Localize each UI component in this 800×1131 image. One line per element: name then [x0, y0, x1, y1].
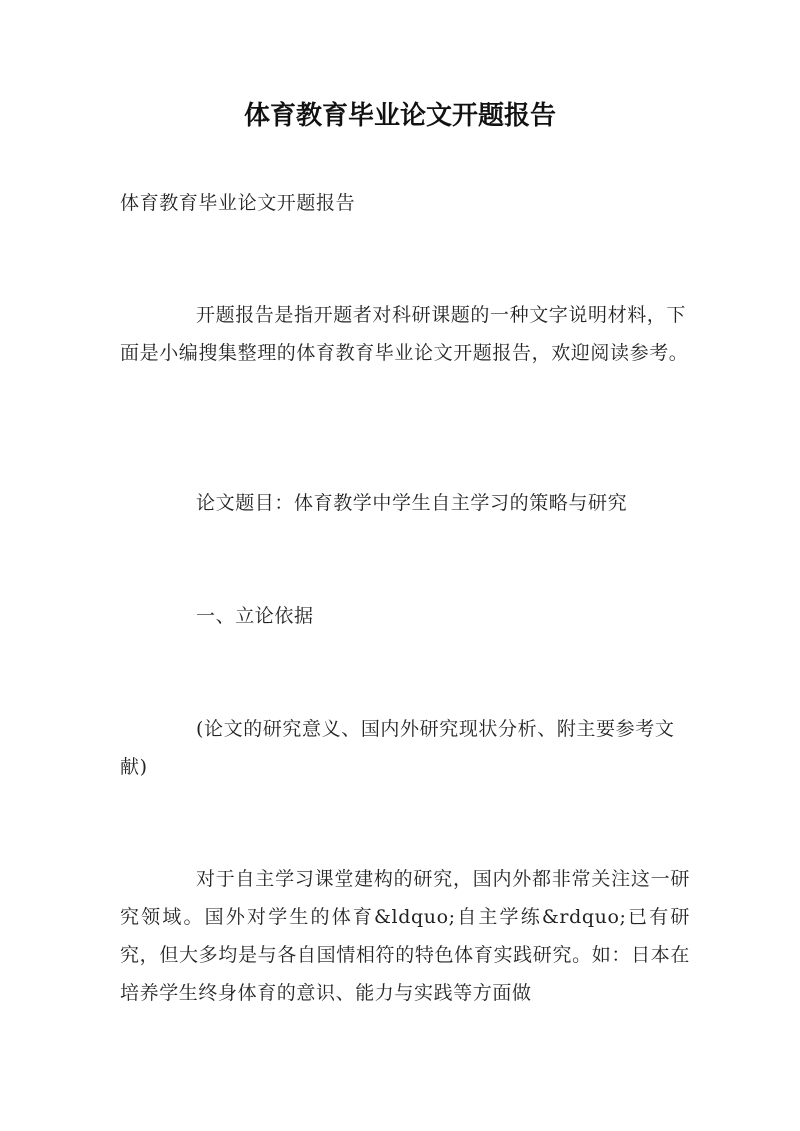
- section-heading-basis: 一、立论依据: [196, 605, 314, 627]
- thesis-topic: 论文题目：体育教学中学生自主学习的策略与研究: [196, 492, 628, 514]
- body-paragraph: 对于自主学习课堂建构的研究，国内外都非常关注这一研究领域。国外对学生的体育&ldquo;自主学练&rdquo;已有研究，但大多均是与各自国情相符的特色体育实践研究。如：日本在培养学生终身体育的意识、能力与实践等方面做: [120, 868, 690, 1004]
- document-title: 体育教育毕业论文开题报告: [243, 101, 556, 131]
- section-note: (论文的研究意义、国内外研究现状分析、附主要参考文献): [120, 718, 675, 778]
- intro-paragraph: 开题报告是指开题者对科研课题的一种文字说明材料，下面是小编搜集整理的体育教育毕业论文开题报告，欢迎阅读参考。: [120, 304, 689, 364]
- document-subtitle: 体育教育毕业论文开题报告: [120, 192, 356, 214]
